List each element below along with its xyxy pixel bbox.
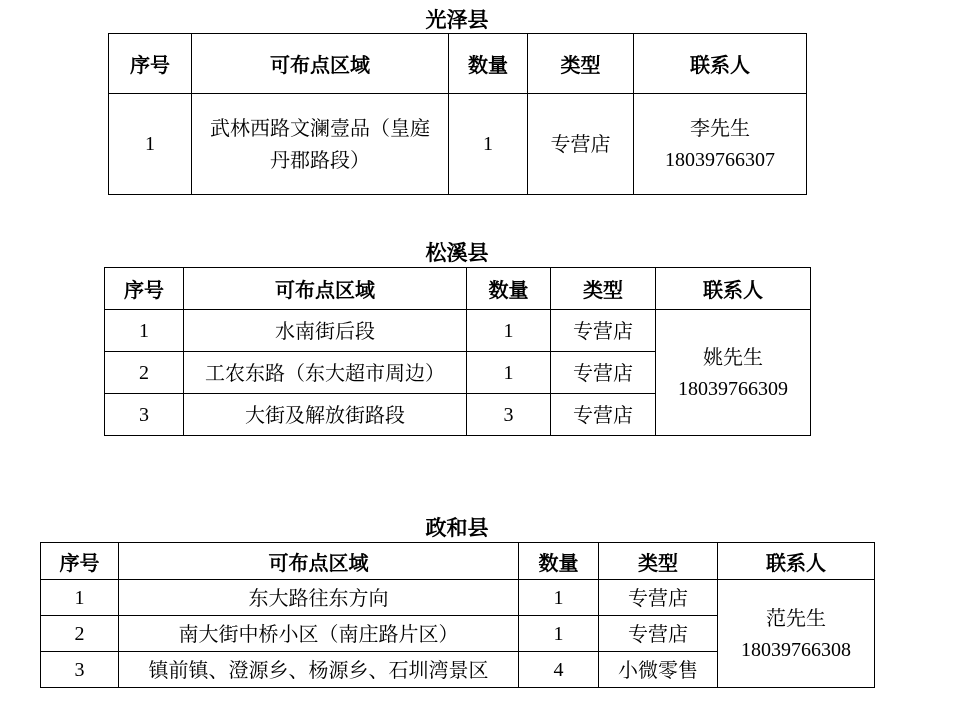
cell-seq: 2 [41,616,119,652]
cell-area: 武林西路文澜壹品（皇庭丹郡路段） [192,94,449,195]
cell-seq: 1 [41,580,119,616]
header-area: 可布点区域 [184,268,467,310]
cell-seq: 3 [105,394,184,436]
section-title-zhenghe: 政和县 [425,516,489,540]
header-seq: 序号 [109,34,192,94]
table-row [105,310,811,352]
cell-area: 水南街后段 [184,310,467,352]
cell-qty: 4 [519,652,599,688]
cell-qty: 3 [467,394,551,436]
contact-phone: 18039766308 [741,638,851,661]
cell-qty: 1 [449,94,528,195]
header-qty: 数量 [519,543,599,580]
section-title-songxi: 松溪县 [425,241,489,265]
cell-type: 专营店 [599,580,718,616]
cell-contact [634,94,807,195]
table-header-row [41,543,875,580]
header-area: 可布点区域 [119,543,519,580]
header-area: 可布点区域 [192,34,449,94]
header-contact: 联系人 [718,543,875,580]
cell-qty: 1 [519,580,599,616]
header-type: 类型 [528,34,634,94]
cell-area: 南大街中桥小区（南庄路片区） [119,616,519,652]
header-contact: 联系人 [656,268,811,310]
cell-seq: 3 [41,652,119,688]
cell-area: 工农东路（东大超市周边） [184,352,467,394]
cell-seq: 2 [105,352,184,394]
header-seq: 序号 [41,543,119,580]
cell-type: 专营店 [551,310,656,352]
cell-area: 东大路往东方向 [119,580,519,616]
cell-contact [656,310,811,436]
cell-seq: 1 [105,310,184,352]
table-songxi [104,267,811,436]
contact-phone: 18039766309 [678,377,788,400]
cell-type: 专营店 [599,616,718,652]
cell-qty: 1 [519,616,599,652]
cell-contact [718,580,875,688]
table-row [109,94,807,195]
table-header-row [109,34,807,94]
cell-area: 镇前镇、澄源乡、杨源乡、石圳湾景区 [119,652,519,688]
header-qty: 数量 [467,268,551,310]
header-contact: 联系人 [634,34,807,94]
cell-type: 专营店 [551,394,656,436]
cell-seq: 1 [109,94,192,195]
table-row [41,580,875,616]
header-seq: 序号 [105,268,184,310]
cell-type: 小微零售 [599,652,718,688]
header-qty: 数量 [449,34,528,94]
table-zhenghe [40,542,875,688]
contact-name: 姚先生 [703,344,763,369]
contact-name: 李先生 [690,116,750,140]
section-title-guangze: 光泽县 [425,8,489,32]
contact-phone: 18039766307 [665,149,775,171]
contact-name: 范先生 [766,605,826,630]
cell-qty: 1 [467,352,551,394]
cell-type: 专营店 [528,94,634,195]
table-guangze [108,33,807,195]
header-type: 类型 [551,268,656,310]
header-type: 类型 [599,543,718,580]
table-header-row [105,268,811,310]
cell-qty: 1 [467,310,551,352]
cell-type: 专营店 [551,352,656,394]
cell-area: 大街及解放街路段 [184,394,467,436]
